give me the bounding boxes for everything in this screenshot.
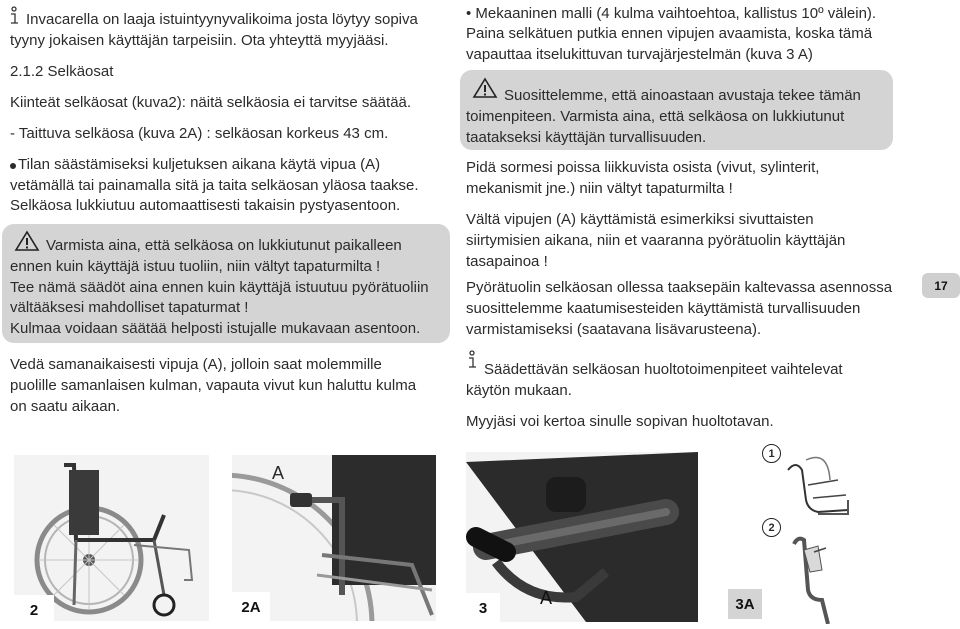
info-icon <box>8 6 22 31</box>
maintenance-line-2: käytön mukaan. <box>466 382 572 399</box>
warning-icon <box>14 230 40 257</box>
figure-3a-step-1: 1 <box>762 444 781 463</box>
info-line-1: Invacarella on laaja istuintyynyvalikoima josta löytyy sopiva <box>26 11 418 28</box>
tilt-line-3: varmistamiseksi (saatavana lisävarusteena). <box>466 321 762 338</box>
mechanical-line-2: Paina selkätuen putkia ennen vipujen avaamista, koska tämä <box>466 25 873 42</box>
figure-2a-label: 2A <box>232 592 270 622</box>
warning-line-2: ennen kuin käyttäjä istuu tuoliin, niin vältyt tapaturmilta ! <box>10 258 381 275</box>
fingers-line-2: mekanismit jne.) niin vältyt tapaturmilta ! <box>466 180 733 197</box>
simultaneous-line-1: Vedä samanaikaisesti vipuja (A), jolloin saat molemmille <box>10 356 382 373</box>
dealer-line: Myyjäsi voi kertoa sinulle sopivan huoltotavan. <box>466 413 774 430</box>
simultaneous-line-2: puolille samanlaisen kulman, vapauta vivut kun haluttu kulma <box>10 377 417 394</box>
fixed-backs-text: Kiinteät selkäosat (kuva2): näitä selkäosia ei tarvitse säätää. <box>10 94 412 111</box>
recommend-line-2: toimenpiteen. Varmista aina, että selkäosa on lukkiutunut <box>466 108 845 125</box>
avoid-line-2: siirtymisien aikana, niin et vaaranna pyörätuolin käyttäjän <box>466 232 846 249</box>
page-number: 17 <box>922 273 960 298</box>
recommend-line-1: Suosittelemme, että ainoastaan avustaja tekee tämän <box>504 87 861 104</box>
figure-3-marker: A <box>540 588 553 608</box>
bullet-line-2: vetämällä tai painamalla sitä ja taita selkäosan yläosa taakse. <box>10 177 419 194</box>
warning-line-5: Kulmaa voidaan säätää helposti istujalle mukavaan asentoon. <box>10 320 421 337</box>
mechanical-line-3: vapauttaa itselukittuvan turvajärjestelmän (kuva 3 A) <box>466 46 813 63</box>
warning-line-3: Tee nämä säädöt aina ennen kuin käyttäjä istuutuu pyörätuoliin <box>10 279 429 296</box>
warning-line-4: vältääksesi mahdolliset tapaturmat ! <box>10 299 249 316</box>
warning-line-1: Varmista aina, että selkäosa on lukkiutunut paikalleen <box>46 237 402 254</box>
bullet-dot <box>10 163 16 169</box>
figure-2a-marker: A <box>272 463 285 483</box>
folding-back-text: - Taittuva selkäosa (kuva 2A) : selkäosan korkeus 43 cm. <box>10 125 389 142</box>
info-line-2: tyyny jokaisen käyttäjän tarpeisiin. Ota yhteyttä myyjääsi. <box>10 32 389 49</box>
figure-3a-step-2: 2 <box>762 518 781 537</box>
warning-icon-2 <box>472 77 498 104</box>
avoid-line-3: tasapainoa ! <box>466 253 548 270</box>
recommend-line-3: taatakseksi käyttäjän turvallisuuden. <box>466 129 707 146</box>
info-icon-2 <box>466 350 480 375</box>
simultaneous-line-3: on saatu aikaan. <box>10 398 121 415</box>
fingers-line-1: Pidä sormesi poissa liikkuvista osista (vivut, sylinterit, <box>466 159 820 176</box>
avoid-line-1: Vältä vipujen (A) käyttämistä esimerkiksi sivuttaisten <box>466 211 814 228</box>
bullet-line-1: Tilan säästämiseksi kuljetuksen aikana käytä vipua (A) <box>18 156 381 173</box>
tilt-line-2: suosittelemme kaatumisesteiden käyttämistä turvallisuuden <box>466 300 861 317</box>
tilt-line-1: Pyörätuolin selkäosan ollessa taaksepäin kaltevassa asennossa <box>466 279 893 296</box>
section-heading: 2.1.2 Selkäosat <box>10 63 114 80</box>
figure-3a-label: 3A <box>728 589 762 619</box>
figure-3-label: 3 <box>466 593 500 623</box>
figure-2-label: 2 <box>14 595 54 625</box>
mechanical-line-1: • Mekaaninen malli (4 kulma vaihtoehtoa, kallistus 10º välein). <box>466 5 877 22</box>
maintenance-line-1: Säädettävän selkäosan huoltotoimenpiteet vaihtelevat <box>484 361 843 378</box>
figure-3-lever <box>466 452 698 622</box>
bullet-line-3: Selkäosa lukkiutuu automaattisesti takaisin pystyasentoon. <box>10 197 401 214</box>
